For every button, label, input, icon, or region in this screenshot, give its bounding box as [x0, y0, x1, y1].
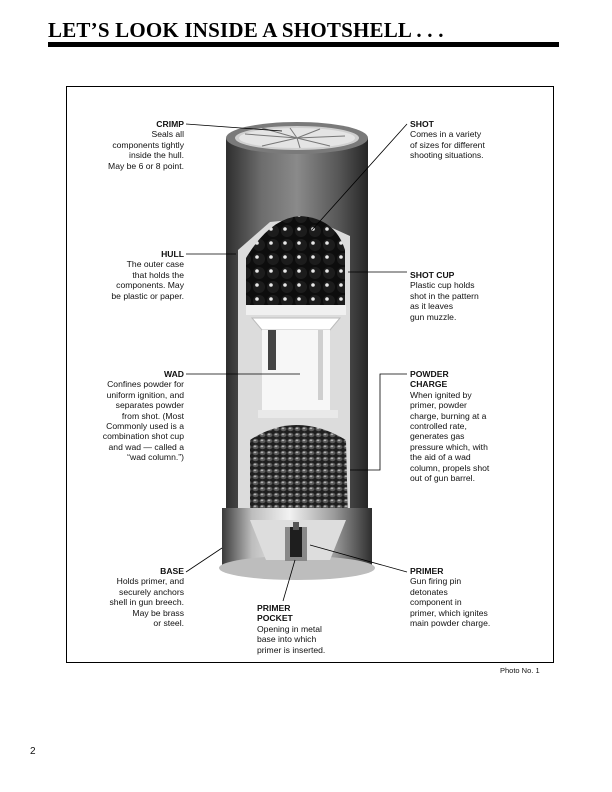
hull-label [70, 249, 184, 301]
powder-charge-heading: POWDER CHARGE [410, 369, 449, 390]
shot-label [410, 119, 550, 161]
primer-heading: PRIMER [410, 566, 444, 576]
photo-caption: Photo No. 1 [500, 666, 540, 675]
base-label [70, 566, 184, 628]
page-number: 2 [30, 746, 36, 757]
primer-description: Gun firing pin detonates component in primer, which ignites main powder charge. [410, 576, 491, 629]
primer-label [410, 566, 550, 628]
primer-pocket-heading: PRIMER POCKET [257, 603, 293, 624]
crimp-heading: CRIMP [156, 119, 184, 129]
hull-description: The outer case that holds the components. May be plastic or paper. [111, 259, 184, 301]
shot-heading: SHOT [410, 119, 434, 129]
shot-cup-heading: SHOT CUP [410, 270, 455, 280]
crimp-description: Seals all components tightly inside the hull. May be 6 or 8 point. [108, 129, 184, 171]
wad-description: Confines powder for uniform ignition, and separates powder from shot. (Most Commonly used is a combination shot cup and wad — called a “wad column.”) [102, 379, 184, 463]
wad-label [70, 369, 184, 463]
wad-heading: WAD [163, 369, 184, 379]
base-heading: BASE [160, 566, 184, 576]
base-description: Holds primer, and securely anchors shell in gun breech. May be brass or steel. [109, 576, 184, 629]
primer-pocket-description: Opening in metal base into which primer is inserted. [257, 623, 326, 655]
hull-heading: HULL [161, 249, 184, 259]
shot-cup-description: Plastic cup holds shot in the pattern as it leaves gun muzzle. [410, 280, 479, 322]
crimp-label [70, 119, 184, 171]
shot-cup-label [410, 270, 550, 322]
page-title: LET’S LOOK INSIDE A SHOTSHELL . . . [48, 18, 444, 42]
primer-shape [285, 522, 307, 561]
shot-description: Comes in a variety of sizes for different shooting situations. [410, 129, 485, 161]
primer-pocket-label [257, 603, 367, 655]
powder-charge-description: When ignited by primer, powder charge, burning at a controlled rate, generates gas pressure which, with the aid of a wad column, propels shot out of gun barrel. [410, 389, 490, 484]
powder-charge-label [410, 369, 550, 483]
powder-charge [250, 425, 348, 520]
